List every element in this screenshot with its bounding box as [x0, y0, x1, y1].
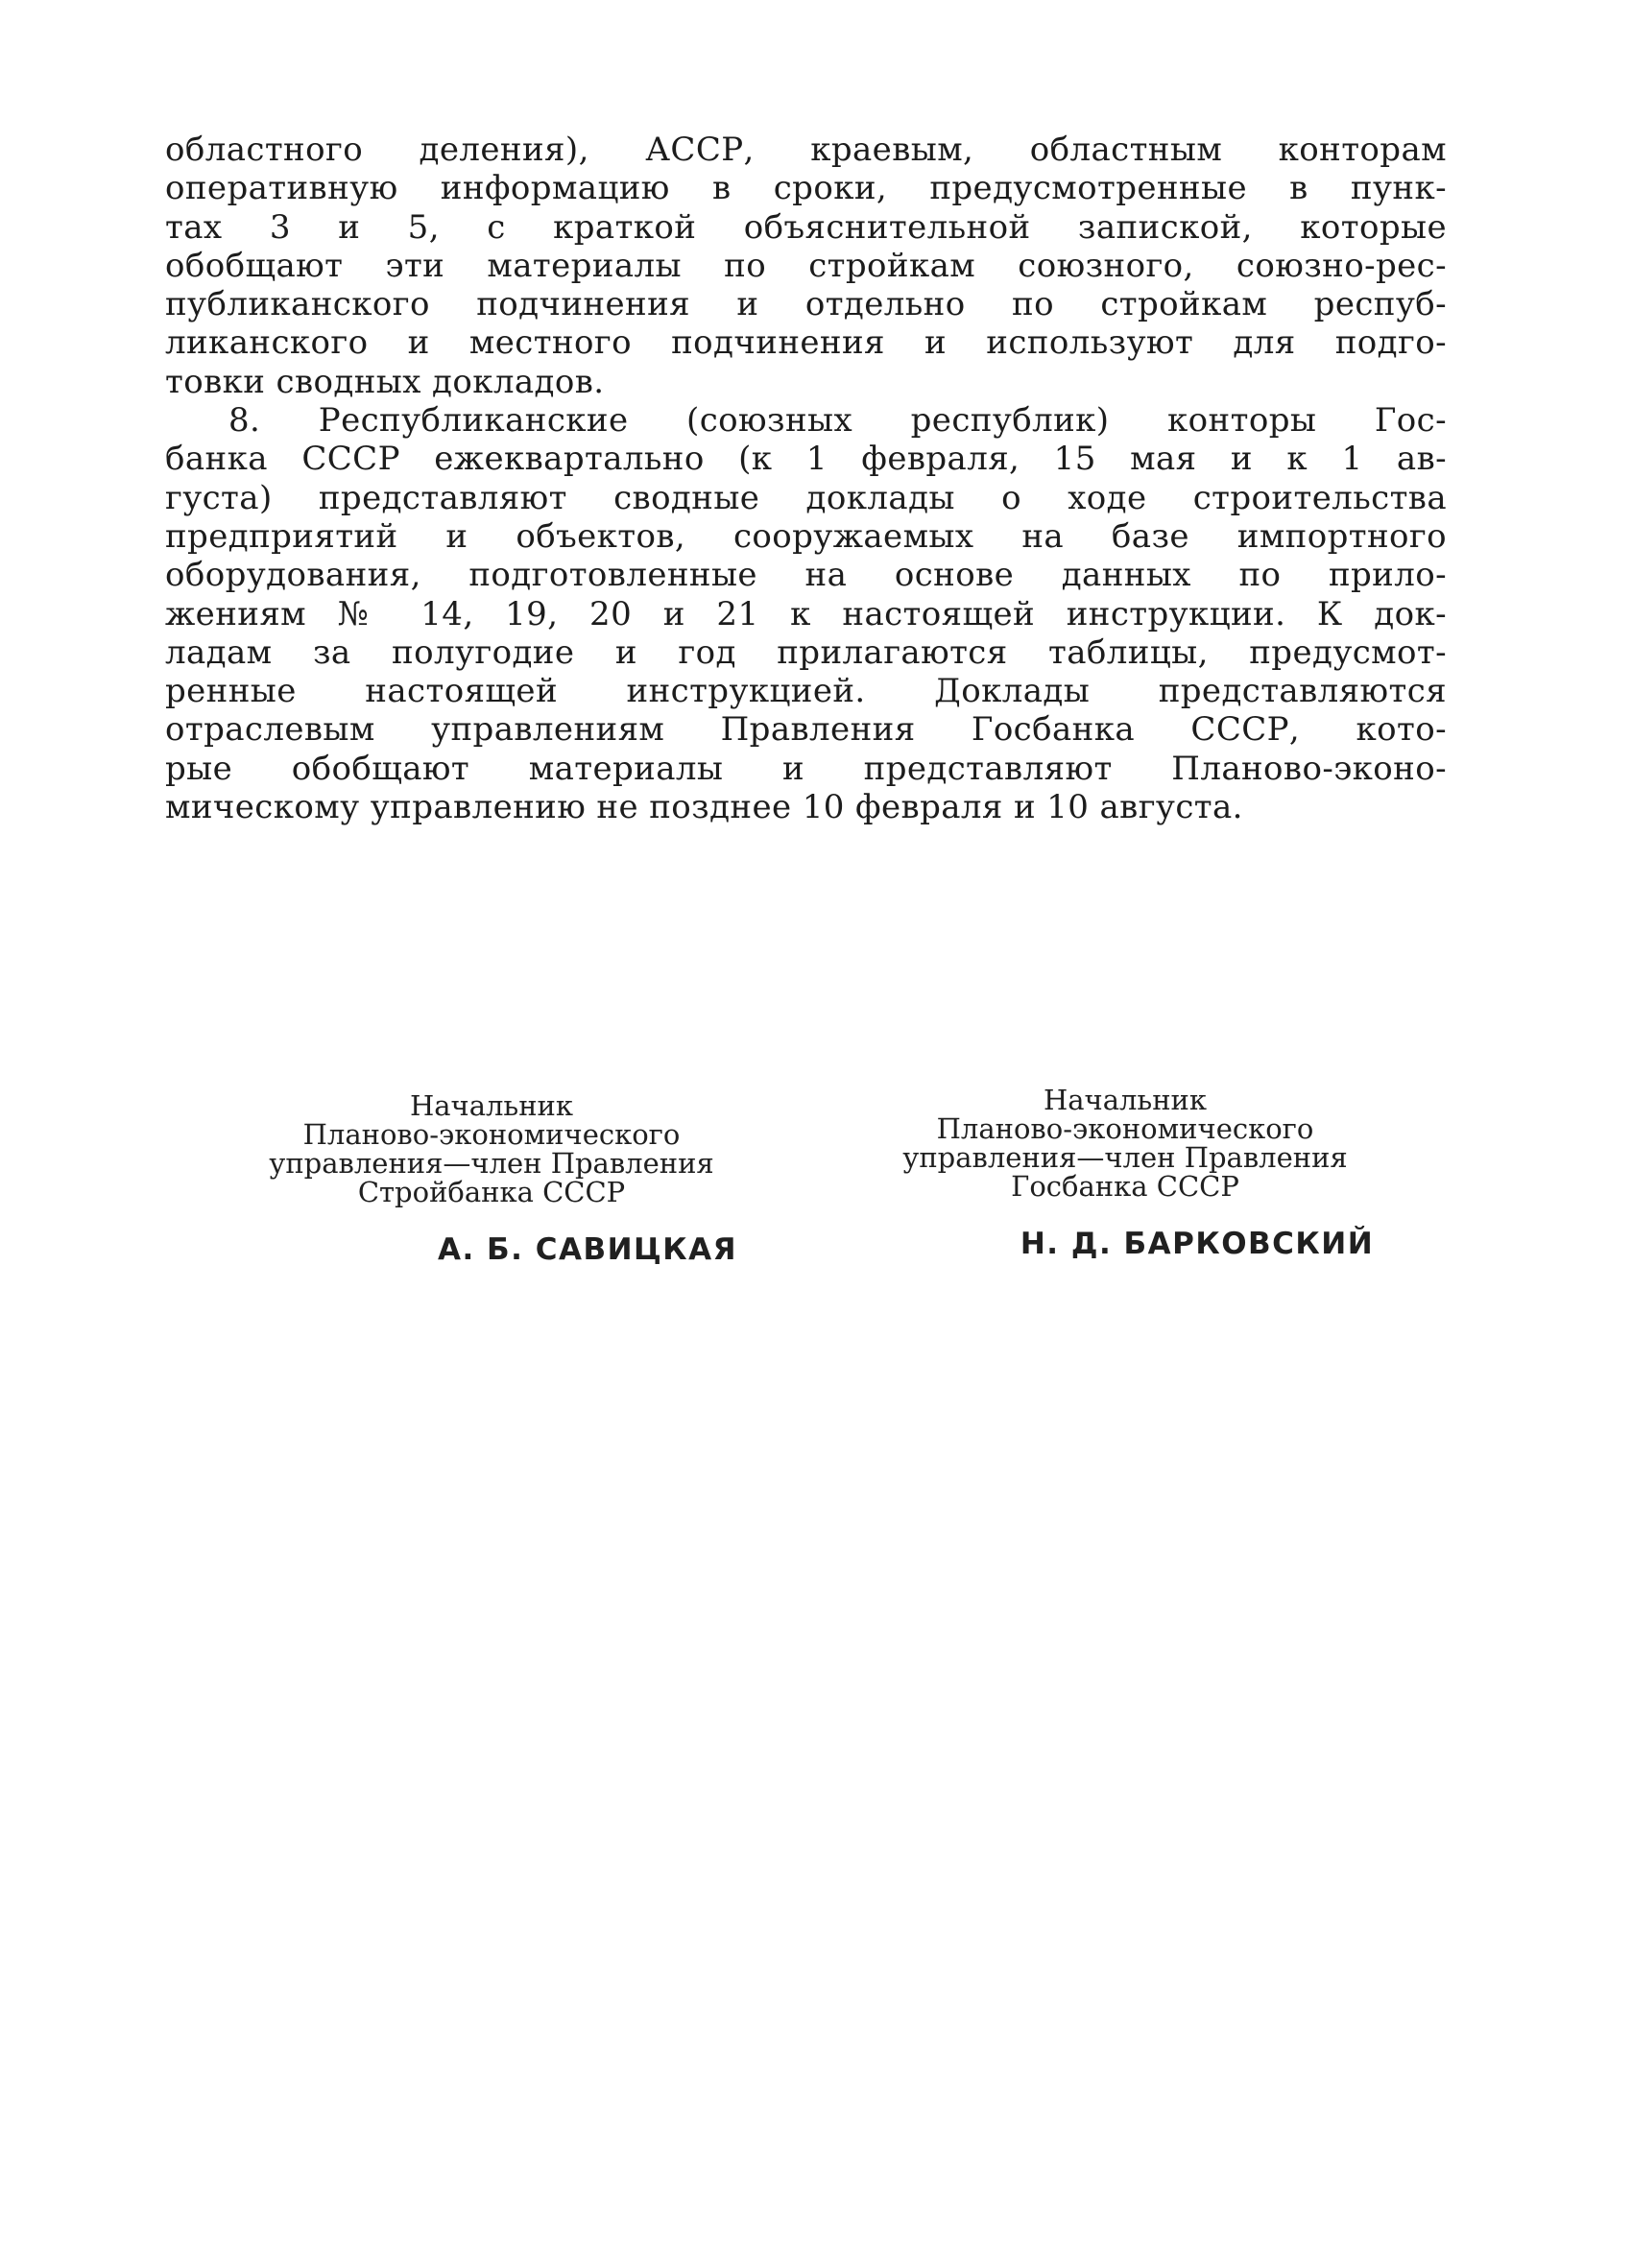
text-line: мическому управлению не позднее 10 февраля и 10 августа.	[165, 788, 1243, 827]
signature-title-line: Стройбанка СССР	[357, 1176, 626, 1208]
signature-title-line: Планово-экономического	[936, 1112, 1314, 1145]
text-line: оперативную информацию в сроки, предусмотренные в пунк-	[165, 169, 1447, 208]
signature-title-line: Планово-экономического	[302, 1118, 681, 1151]
text-line: густа) представляют сводные доклады о ходе строительства	[165, 478, 1447, 517]
signature-title-line: Начальник	[409, 1089, 574, 1122]
point-8-first-line: 8. Республиканские (союзных республик) конторы Гос-	[228, 401, 1447, 441]
signature-title-line: управления—член Правления	[902, 1141, 1348, 1174]
signature-block-right	[856, 1084, 1394, 1261]
signature-block-left	[223, 1089, 760, 1267]
text-line: рые обобщают материалы и представляют Планово-эконо-	[165, 749, 1447, 788]
text-line: ладам за полугодие и год прилагаются таблицы, предусмот-	[165, 633, 1447, 672]
text-line: товки сводных докладов.	[165, 362, 605, 401]
text-line: публиканского подчинения и отдельно по стройкам респуб-	[165, 285, 1447, 324]
text-line: тах 3 и 5, с краткой объяснительной запиской, которые	[165, 207, 1447, 247]
signatory-name: Н. Д. БАРКОВСКИЙ	[1020, 1227, 1375, 1261]
signatory-name: А. Б. САВИЦКАЯ	[437, 1232, 738, 1267]
text-line: отраслевым управлениям Правления Госбанка СССР, кото-	[165, 710, 1447, 750]
text-line: ренные настоящей инструкцией. Доклады представляются	[165, 672, 1447, 711]
text-line: предприятий и объектов, сооружаемых на базе импортного	[165, 516, 1447, 556]
text-line: банка СССР ежеквартально (к 1 февраля, 15 мая и к 1 ав-	[165, 440, 1447, 479]
signature-title-line: управления—член Правления	[269, 1147, 714, 1180]
signature-title-line: Начальник	[1043, 1084, 1208, 1116]
text-line: оборудования, подготовленные на основе данных по прило-	[165, 556, 1447, 595]
signature-title-line: Госбанка СССР	[1011, 1170, 1239, 1203]
body-text	[165, 131, 1447, 826]
text-line: областного деления), АССР, краевым, областным конторам	[165, 131, 1447, 169]
text-line: обобщают эти материалы по стройкам союзного, союзно-рес-	[165, 246, 1447, 285]
text-line: ликанского и местного подчинения и используют для подго-	[165, 323, 1447, 363]
text-line: жениям № 14, 19, 20 и 21 к настоящей инструкции. К док-	[165, 594, 1447, 633]
